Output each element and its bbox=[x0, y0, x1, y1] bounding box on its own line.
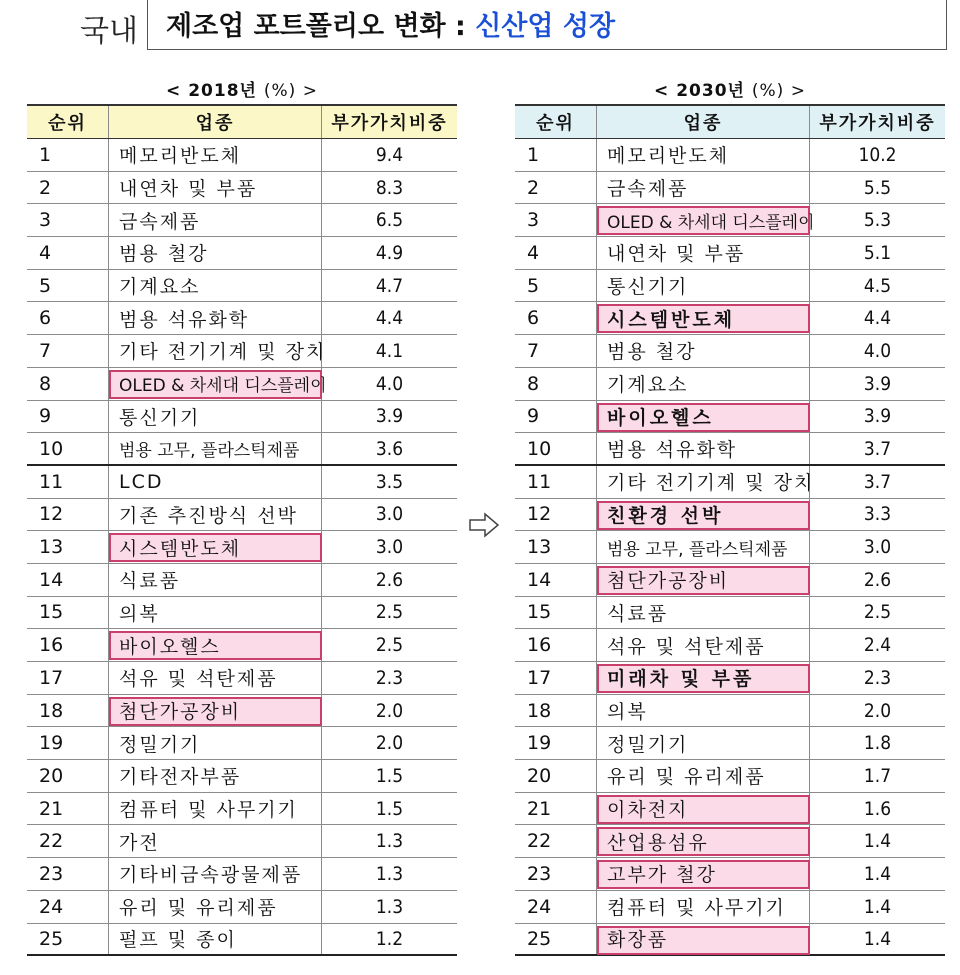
industry-name: 기계요소 bbox=[607, 374, 689, 397]
industry-name: 통신기기 bbox=[119, 406, 201, 429]
value-cell: 1.4 bbox=[863, 927, 892, 950]
rank-cell: 7 bbox=[515, 335, 597, 367]
table-row bbox=[27, 760, 457, 793]
industry-cell bbox=[109, 335, 327, 367]
rank-cell: 20 bbox=[27, 760, 109, 792]
industry-name: 가전 bbox=[119, 831, 160, 854]
rank-cell: 7 bbox=[27, 335, 109, 367]
table-row bbox=[27, 793, 457, 826]
industry-cell bbox=[597, 270, 810, 302]
table-row bbox=[515, 564, 945, 597]
value-cell: 1.4 bbox=[863, 895, 892, 918]
value-cell: 3.3 bbox=[863, 503, 892, 526]
industry-name: 통신기기 bbox=[607, 276, 689, 299]
table-row bbox=[27, 204, 457, 237]
year-label-2030 bbox=[515, 78, 945, 104]
table-row bbox=[515, 368, 945, 401]
industry-name: OLED & 차세대 디스플레이 bbox=[119, 376, 327, 397]
table-row bbox=[515, 302, 945, 335]
right-arrow-icon bbox=[468, 512, 500, 538]
year-label-2018-unit: (%) > bbox=[263, 81, 318, 101]
industry-cell bbox=[109, 564, 322, 596]
value-cell: 1.8 bbox=[863, 732, 892, 755]
industry-name: 메모리반도체 bbox=[607, 145, 730, 168]
rank-cell: 12 bbox=[27, 499, 109, 531]
industry-name: 의복 bbox=[119, 602, 160, 625]
industry-name: 첨단가공장비 bbox=[607, 570, 730, 593]
value-cell: 5.5 bbox=[863, 176, 892, 199]
value-cell: 2.0 bbox=[375, 732, 404, 755]
industry-cell bbox=[597, 727, 810, 759]
panel-2030 bbox=[515, 78, 945, 956]
industry-name: 범용 철강 bbox=[607, 341, 697, 364]
industry-cell bbox=[109, 139, 322, 171]
table-row bbox=[515, 466, 945, 499]
industry-cell bbox=[109, 433, 322, 464]
table-row bbox=[27, 270, 457, 303]
rank-cell: 23 bbox=[515, 858, 597, 890]
table-row bbox=[515, 237, 945, 270]
rank-cell: 9 bbox=[27, 401, 109, 433]
industry-cell bbox=[597, 433, 810, 464]
rank-cell: 8 bbox=[27, 368, 109, 400]
title-accent-text: 신산업 성장 bbox=[475, 11, 616, 42]
value-cell: 2.3 bbox=[375, 666, 404, 689]
value-cell: 4.4 bbox=[863, 307, 892, 330]
value-cell: 3.9 bbox=[375, 405, 404, 428]
rank-cell: 1 bbox=[515, 139, 597, 171]
table-row bbox=[27, 466, 457, 499]
industry-name: 식료품 bbox=[607, 602, 669, 625]
industry-name: 범용 석유화학 bbox=[607, 439, 738, 462]
rank-cell: 25 bbox=[515, 924, 597, 955]
value-cell: 3.7 bbox=[863, 437, 892, 460]
industry-cell bbox=[597, 237, 810, 269]
rank-cell: 2 bbox=[515, 172, 597, 204]
rank-cell: 19 bbox=[27, 727, 109, 759]
table-header-row bbox=[27, 106, 457, 139]
title-area bbox=[80, 0, 948, 50]
industry-cell bbox=[109, 891, 322, 923]
value-cell: 4.4 bbox=[375, 307, 404, 330]
industry-name: 범용 고무, 플라스틱제품 bbox=[119, 441, 300, 462]
industry-cell bbox=[597, 335, 810, 367]
industry-name: 컴퓨터 및 사무기기 bbox=[119, 799, 298, 822]
value-cell: 4.0 bbox=[375, 372, 404, 395]
table-row bbox=[27, 695, 457, 728]
industry-cell bbox=[597, 891, 810, 923]
panel-2018 bbox=[27, 78, 457, 956]
value-cell: 5.1 bbox=[863, 241, 892, 264]
industry-name: 기타전자부품 bbox=[119, 766, 242, 789]
industry-name: 정밀기기 bbox=[119, 733, 201, 756]
industry-name: 금속제품 bbox=[607, 178, 689, 201]
industry-cell bbox=[109, 466, 322, 498]
industry-cell bbox=[109, 825, 322, 857]
table-row bbox=[27, 335, 457, 368]
rank-cell: 23 bbox=[27, 858, 109, 890]
industry-name: 바이오헬스 bbox=[119, 635, 221, 658]
year-label-2018 bbox=[27, 78, 457, 104]
industry-cell bbox=[109, 793, 322, 825]
value-cell: 6.5 bbox=[375, 209, 404, 232]
rank-cell: 18 bbox=[27, 695, 109, 727]
industry-name: LCD bbox=[119, 470, 164, 493]
rank-cell: 17 bbox=[515, 662, 597, 694]
rank-cell: 15 bbox=[515, 597, 597, 629]
industry-name: 기타 전기기계 및 장치 bbox=[607, 472, 815, 495]
value-cell: 2.4 bbox=[863, 634, 892, 657]
value-cell: 1.3 bbox=[375, 862, 404, 885]
year-label-2018-text: < 2018년 bbox=[166, 81, 257, 101]
table-row bbox=[27, 727, 457, 760]
industry-name: 친환경 선박 bbox=[607, 504, 724, 527]
industry-name: 유리 및 유리제품 bbox=[119, 897, 278, 920]
value-cell: 2.0 bbox=[375, 699, 404, 722]
value-cell: 4.7 bbox=[375, 274, 404, 297]
header-industry: 업종 bbox=[109, 106, 322, 138]
industry-cell bbox=[597, 531, 810, 563]
rank-cell: 24 bbox=[515, 891, 597, 923]
table-row bbox=[27, 825, 457, 858]
value-cell: 1.7 bbox=[863, 764, 892, 787]
industry-cell bbox=[597, 368, 810, 400]
table-row bbox=[515, 858, 945, 891]
value-cell: 4.5 bbox=[863, 274, 892, 297]
rank-cell: 6 bbox=[27, 302, 109, 334]
rank-cell: 3 bbox=[515, 204, 597, 236]
industry-cell bbox=[597, 204, 815, 236]
value-cell: 1.3 bbox=[375, 895, 404, 918]
industry-name: 범용 석유화학 bbox=[119, 308, 250, 331]
rank-cell: 13 bbox=[27, 531, 109, 563]
industry-cell bbox=[597, 466, 815, 498]
value-cell: 1.2 bbox=[375, 927, 404, 950]
table-row bbox=[515, 172, 945, 205]
value-cell: 4.0 bbox=[863, 339, 892, 362]
table-row bbox=[515, 401, 945, 434]
table-row bbox=[515, 695, 945, 728]
value-cell: 1.3 bbox=[375, 830, 404, 853]
industry-cell bbox=[597, 139, 810, 171]
industry-name: 의복 bbox=[607, 701, 648, 724]
value-cell: 3.0 bbox=[375, 536, 404, 559]
value-cell: 3.0 bbox=[375, 503, 404, 526]
industry-cell bbox=[597, 695, 810, 727]
industry-cell bbox=[597, 629, 810, 661]
industry-name: 석유 및 석탄제품 bbox=[607, 635, 766, 658]
industry-cell bbox=[109, 368, 327, 400]
value-cell: 3.9 bbox=[863, 372, 892, 395]
rank-cell: 1 bbox=[27, 139, 109, 171]
value-cell: 8.3 bbox=[375, 176, 404, 199]
table-row bbox=[515, 499, 945, 532]
industry-name: 메모리반도체 bbox=[119, 145, 242, 168]
table-row bbox=[27, 401, 457, 434]
value-cell: 1.5 bbox=[375, 797, 404, 820]
industry-cell bbox=[109, 499, 322, 531]
industry-name: 내연차 및 부품 bbox=[119, 178, 258, 201]
industry-cell bbox=[109, 204, 322, 236]
industry-name: 펄프 및 종이 bbox=[119, 929, 237, 952]
value-cell: 3.9 bbox=[863, 405, 892, 428]
table-row bbox=[515, 629, 945, 662]
rank-cell: 12 bbox=[515, 499, 597, 531]
value-cell: 2.5 bbox=[863, 601, 892, 624]
industry-name: 금속제품 bbox=[119, 210, 201, 233]
value-cell: 2.6 bbox=[863, 568, 892, 591]
value-cell: 10.2 bbox=[858, 143, 897, 166]
table-row bbox=[27, 564, 457, 597]
value-cell: 1.6 bbox=[863, 797, 892, 820]
value-cell: 2.3 bbox=[863, 666, 892, 689]
value-cell: 5.3 bbox=[863, 209, 892, 232]
value-cell: 3.6 bbox=[375, 437, 404, 460]
table-row bbox=[515, 727, 945, 760]
rank-cell: 6 bbox=[515, 302, 597, 334]
rank-cell: 13 bbox=[515, 531, 597, 563]
title-main-text: 제조업 포트폴리오 변화 : bbox=[166, 11, 476, 42]
industry-name: 석유 및 석탄제품 bbox=[119, 668, 278, 691]
industry-name: 범용 고무, 플라스틱제품 bbox=[607, 539, 788, 560]
value-cell: 2.6 bbox=[375, 568, 404, 591]
rank-cell: 11 bbox=[27, 466, 109, 498]
header-rank: 순위 bbox=[27, 106, 109, 138]
industry-cell bbox=[109, 760, 322, 792]
industry-cell bbox=[597, 172, 810, 204]
industry-name: 이차전지 bbox=[607, 799, 689, 822]
industry-name: 컴퓨터 및 사무기기 bbox=[607, 897, 786, 920]
value-cell: 1.4 bbox=[863, 830, 892, 853]
table-row bbox=[515, 204, 945, 237]
industry-cell bbox=[109, 727, 322, 759]
table-row bbox=[27, 531, 457, 564]
industry-cell bbox=[109, 662, 322, 694]
table-row bbox=[27, 597, 457, 630]
rank-cell: 10 bbox=[27, 433, 109, 464]
rank-cell: 11 bbox=[515, 466, 597, 498]
rank-cell: 2 bbox=[27, 172, 109, 204]
table-row bbox=[27, 924, 457, 957]
table-row bbox=[515, 760, 945, 793]
industry-cell bbox=[109, 924, 322, 955]
table-row bbox=[515, 597, 945, 630]
table-row bbox=[515, 531, 945, 564]
industry-cell bbox=[109, 172, 322, 204]
industry-name: 고부가 철강 bbox=[607, 864, 717, 887]
value-cell: 2.5 bbox=[375, 634, 404, 657]
industry-name: 첨단가공장비 bbox=[119, 701, 242, 724]
table-row bbox=[515, 793, 945, 826]
table-header-row bbox=[515, 106, 945, 139]
industry-name: 기타비금속광물제품 bbox=[119, 864, 303, 887]
table-row bbox=[27, 891, 457, 924]
table-row bbox=[515, 433, 945, 466]
header-value-share: 부가가치비중 bbox=[331, 113, 448, 134]
table-row bbox=[515, 825, 945, 858]
industry-name: 기타 전기기계 및 장치 bbox=[119, 341, 327, 364]
table-row bbox=[27, 368, 457, 401]
rank-cell: 16 bbox=[515, 629, 597, 661]
industry-name: 유리 및 유리제품 bbox=[607, 766, 766, 789]
value-cell: 1.5 bbox=[375, 764, 404, 787]
rank-cell: 4 bbox=[515, 237, 597, 269]
table-row bbox=[515, 270, 945, 303]
rank-cell: 16 bbox=[27, 629, 109, 661]
header-value-share: 부가가치비중 bbox=[819, 113, 936, 134]
industry-name: 기존 추진방식 선박 bbox=[119, 504, 298, 527]
rank-cell: 5 bbox=[27, 270, 109, 302]
value-cell: 3.5 bbox=[375, 470, 404, 493]
header-industry: 업종 bbox=[597, 106, 810, 138]
title-box bbox=[147, 0, 947, 50]
value-cell: 2.0 bbox=[863, 699, 892, 722]
value-cell: 1.4 bbox=[863, 862, 892, 885]
value-cell: 3.0 bbox=[863, 536, 892, 559]
rank-cell: 19 bbox=[515, 727, 597, 759]
table-row bbox=[27, 302, 457, 335]
table-row bbox=[515, 662, 945, 695]
table-row bbox=[27, 237, 457, 270]
industry-name: 시스템반도체 bbox=[607, 308, 736, 331]
rank-cell: 21 bbox=[515, 793, 597, 825]
rank-cell: 3 bbox=[27, 204, 109, 236]
industry-cell bbox=[109, 270, 322, 302]
industry-name: 산업용섬유 bbox=[607, 831, 709, 854]
rank-cell: 14 bbox=[27, 564, 109, 596]
industry-name: OLED & 차세대 디스플레이 bbox=[607, 212, 815, 233]
year-label-2030-unit: (%) > bbox=[751, 81, 806, 101]
rank-cell: 9 bbox=[515, 401, 597, 433]
table-2018 bbox=[27, 104, 457, 956]
industry-cell bbox=[597, 760, 810, 792]
table-row bbox=[515, 924, 945, 957]
value-cell: 9.4 bbox=[375, 143, 404, 166]
industry-name: 화장품 bbox=[607, 929, 669, 952]
rank-cell: 22 bbox=[27, 825, 109, 857]
industry-cell bbox=[109, 302, 322, 334]
table-row bbox=[515, 335, 945, 368]
rank-cell: 5 bbox=[515, 270, 597, 302]
industry-cell bbox=[109, 237, 322, 269]
industry-cell bbox=[597, 597, 810, 629]
industry-name: 시스템반도체 bbox=[119, 537, 242, 560]
industry-name: 정밀기기 bbox=[607, 733, 689, 756]
table-row bbox=[515, 139, 945, 172]
table-row bbox=[27, 139, 457, 172]
table-row bbox=[27, 858, 457, 891]
rank-cell: 15 bbox=[27, 597, 109, 629]
rank-cell: 10 bbox=[515, 433, 597, 464]
industry-name: 내연차 및 부품 bbox=[607, 243, 746, 266]
table-row bbox=[515, 891, 945, 924]
value-cell: 4.1 bbox=[375, 339, 404, 362]
rank-cell: 20 bbox=[515, 760, 597, 792]
page-title bbox=[166, 4, 615, 43]
rank-cell: 4 bbox=[27, 237, 109, 269]
rank-cell: 18 bbox=[515, 695, 597, 727]
title-prefix: 국내 bbox=[80, 14, 138, 49]
industry-cell bbox=[109, 401, 322, 433]
industry-name: 식료품 bbox=[119, 570, 181, 593]
rank-cell: 24 bbox=[27, 891, 109, 923]
industry-name: 범용 철강 bbox=[119, 243, 209, 266]
industry-cell bbox=[109, 858, 322, 890]
rank-cell: 25 bbox=[27, 924, 109, 955]
industry-name: 바이오헬스 bbox=[607, 406, 714, 429]
industry-name: 기계요소 bbox=[119, 276, 201, 299]
industry-name: 미래차 및 부품 bbox=[607, 668, 755, 691]
header-rank: 순위 bbox=[515, 106, 597, 138]
year-label-2030-text: < 2030년 bbox=[654, 81, 745, 101]
table-2030 bbox=[515, 104, 945, 956]
value-cell: 4.9 bbox=[375, 241, 404, 264]
industry-cell bbox=[109, 597, 322, 629]
rank-cell: 21 bbox=[27, 793, 109, 825]
rank-cell: 22 bbox=[515, 825, 597, 857]
table-row bbox=[27, 499, 457, 532]
rank-cell: 17 bbox=[27, 662, 109, 694]
table-row bbox=[27, 172, 457, 205]
value-cell: 3.7 bbox=[863, 470, 892, 493]
table-row bbox=[27, 433, 457, 466]
value-cell: 2.5 bbox=[375, 601, 404, 624]
rank-cell: 8 bbox=[515, 368, 597, 400]
table-row bbox=[27, 662, 457, 695]
rank-cell: 14 bbox=[515, 564, 597, 596]
table-row bbox=[27, 629, 457, 662]
